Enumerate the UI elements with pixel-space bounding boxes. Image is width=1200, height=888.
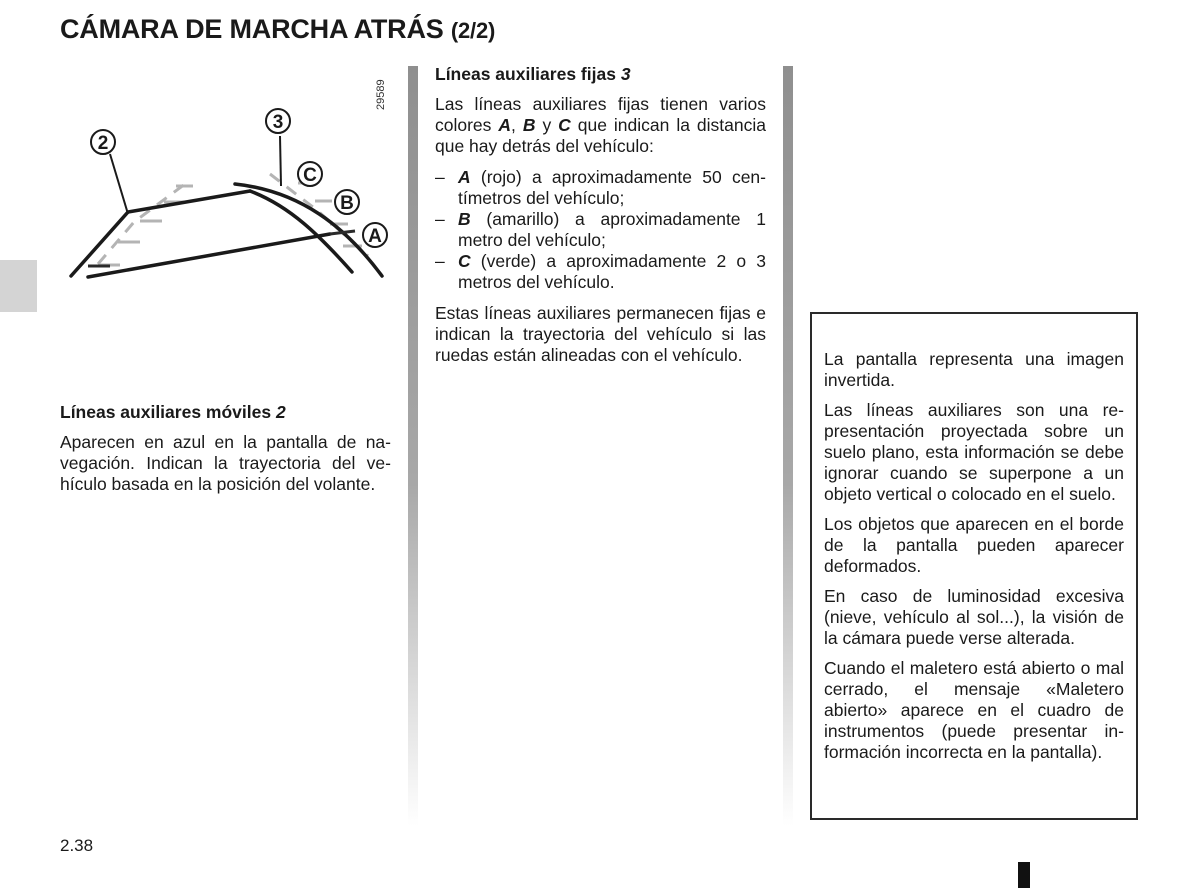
- list-item-letter: B: [458, 209, 471, 229]
- column-divider-right: [783, 66, 793, 826]
- callout-leaders: [110, 136, 281, 214]
- note-box: [810, 312, 1138, 820]
- note-paragraph: Los objetos que aparecen en el borde de la pantalla pueden aparecer deformados.: [824, 514, 1124, 576]
- page-edge-marker: [1018, 862, 1030, 888]
- list-dash: –: [435, 167, 445, 187]
- callout-circles: [91, 109, 387, 247]
- list-item: [435, 251, 766, 293]
- list-dash: –: [435, 251, 445, 271]
- intro-text-1: Las líneas auxiliares fijas tienen varios colores: [435, 94, 766, 135]
- fixed-lines-paragraph: Estas líneas auxiliares permanecen fijas e indican la trayectoria del vehículo si las ruedas están alineadas con el vehículo.: [435, 303, 766, 365]
- fixed-lines-section: [435, 64, 766, 376]
- note-paragraph: Cuando el maletero está abierto o mal cerrado, el mensaje «Maletero abierto» aparece en el cuadro de instrumentos (puede presentar información incorrecta en la pantalla).: [824, 658, 1124, 762]
- moving-lines-paragraph: Aparecen en azul en la pantalla de navegación. Indican la trayectoria del vehículo basada en la posición del volante.: [60, 432, 391, 494]
- intro-sep-1: ,: [511, 115, 523, 135]
- list-item-text: (verde) a aproximadamente 2 o 3 metros del vehículo.: [458, 251, 766, 292]
- figure-reference-code: 29589: [375, 79, 387, 110]
- list-item: [435, 209, 766, 251]
- note-paragraph: En caso de luminosidad excesiva (nieve, vehículo al sol...), la visión de la cámara puede verse alterada.: [824, 586, 1124, 648]
- note-paragraph: La pantalla representa una imagen invertida.: [824, 349, 1124, 390]
- page-number: 2.38: [60, 836, 94, 855]
- list-item-text: (rojo) a aproximadamente 50 centímetros del vehículo;: [458, 167, 766, 208]
- page-title-part: (2/2): [450, 18, 496, 43]
- callout-a: A: [368, 226, 382, 247]
- list-item-text: (amarillo) a aproximadamente 1 metro del vehículo;: [458, 209, 766, 250]
- moving-lines-section: [60, 402, 391, 505]
- color-letter-b: B: [522, 115, 536, 135]
- callout-2: 2: [97, 133, 109, 154]
- moving-lines-heading: [60, 402, 391, 423]
- distance-list: [435, 167, 766, 293]
- parking-lines-diagram: [60, 66, 400, 286]
- callout-3: 3: [272, 112, 284, 133]
- color-letter-a: A: [498, 115, 512, 135]
- column-divider-left: [408, 66, 418, 826]
- page-title-main: CÁMARA DE MARCHA ATRÁS: [60, 14, 444, 44]
- parking-lines-figure: [60, 66, 400, 286]
- fixed-lines-intro: [435, 94, 766, 157]
- fixed-lines-heading: [435, 64, 766, 85]
- list-item: [435, 167, 766, 209]
- moving-lines-heading-text: Líneas auxiliares móviles: [60, 402, 272, 422]
- color-letter-c: C: [558, 115, 571, 135]
- list-dash: –: [435, 209, 445, 229]
- page-title: [60, 14, 495, 45]
- callout-b: B: [340, 193, 354, 214]
- callout-c: C: [303, 165, 317, 186]
- chapter-tab: [0, 260, 37, 312]
- moving-lines-heading-ref: 2: [275, 402, 286, 422]
- fixed-lines-heading-text: Líneas auxiliares fijas: [435, 64, 616, 84]
- list-item-letter: C: [458, 251, 471, 271]
- intro-text-2: que indican la distancia que hay detrás del vehículo:: [435, 115, 766, 156]
- note-paragraph: Las líneas auxiliares son una representación proyectada sobre un suelo plano, esta información se debe ignorar cuando se superpone a un objeto vertical o colocado en el suelo.: [824, 400, 1124, 504]
- fixed-lines-heading-ref: 3: [620, 64, 631, 84]
- intro-sep-2: y: [535, 115, 559, 135]
- list-item-letter: A: [458, 167, 471, 187]
